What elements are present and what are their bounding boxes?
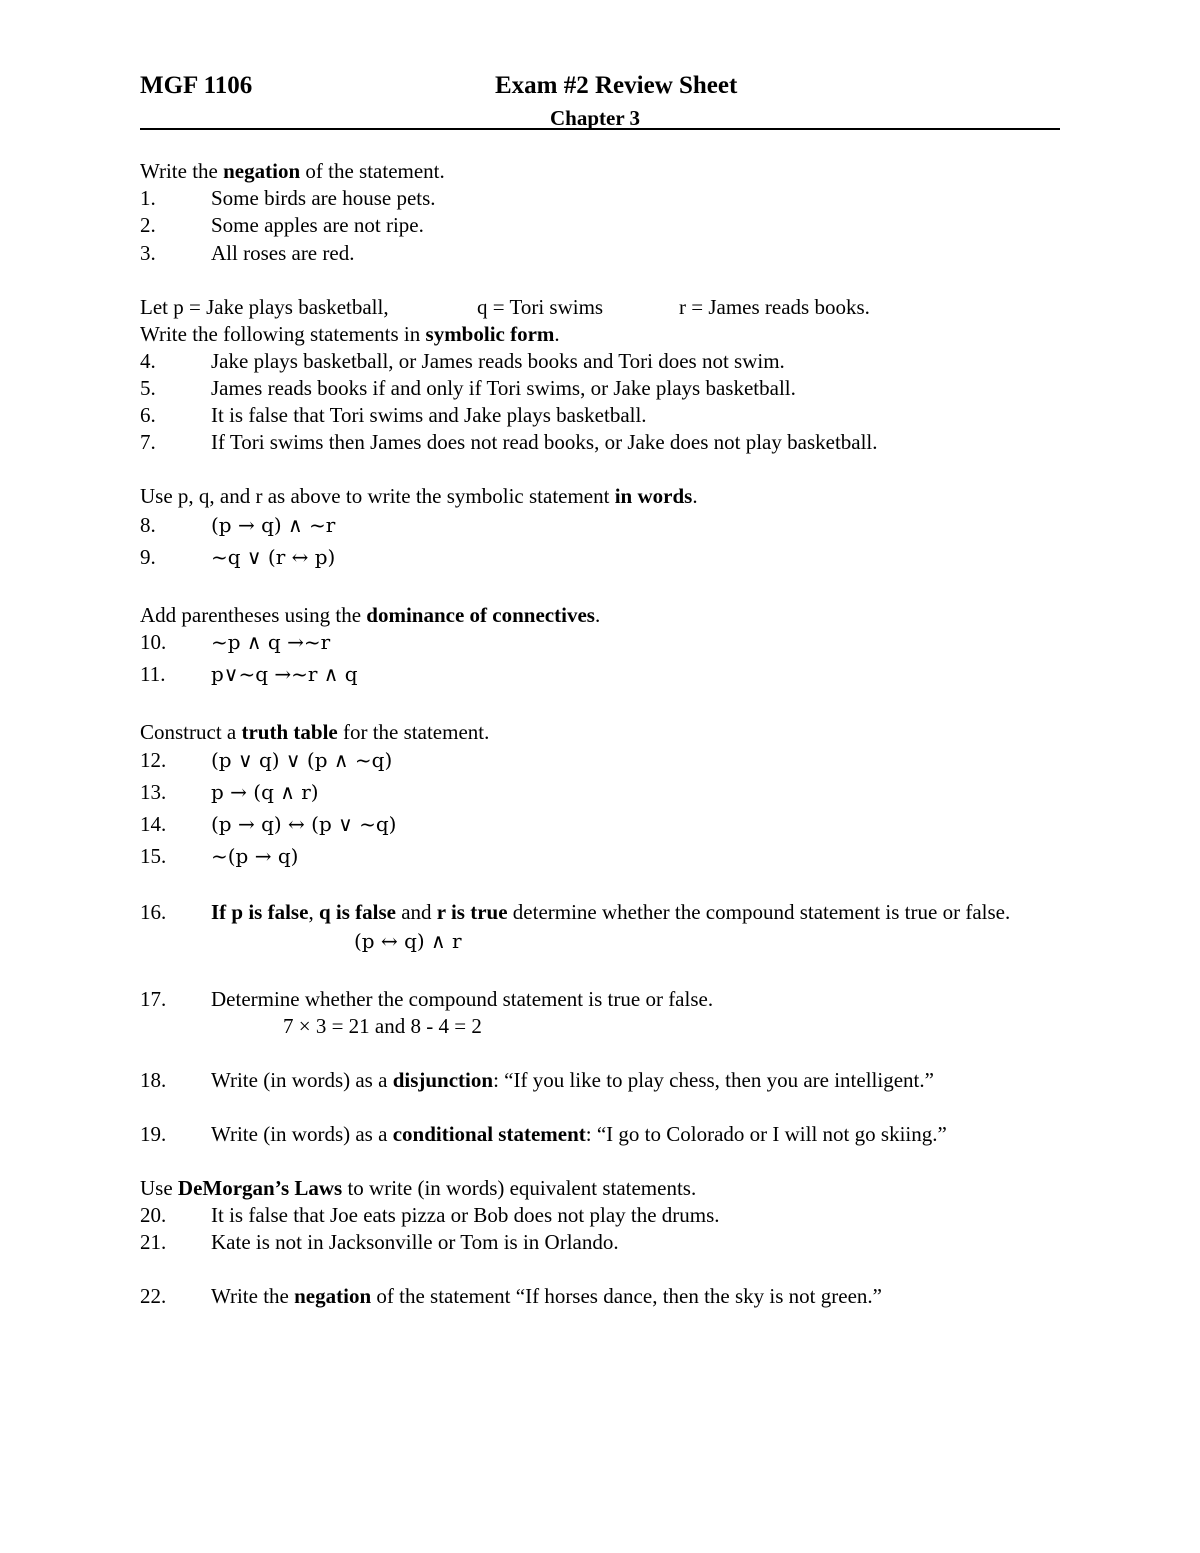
symbolic-expression: ~q ∨ (r ↔ p) bbox=[211, 545, 336, 569]
question-number: 22. bbox=[140, 1284, 167, 1308]
document-page bbox=[140, 0, 1060, 1553]
question-text: If Tori swims then James does not read books, or Jake does not play basketball. bbox=[211, 430, 878, 454]
question-number: 8. bbox=[140, 513, 156, 537]
symbolic-expression: (p ∨ q) ∨ (p ∧ ~q) bbox=[211, 748, 393, 772]
symbolic-expression: ~p ∧ q →~r bbox=[211, 630, 331, 654]
question-text: It is false that Tori swims and Jake plays basketball. bbox=[211, 403, 647, 427]
question-number: 9. bbox=[140, 545, 156, 569]
document-header bbox=[140, 72, 1060, 132]
question-text: Write (in words) as a disjunction: “If you like to play chess, then you are intelligent.” bbox=[211, 1068, 934, 1092]
question-text: It is false that Joe eats pizza or Bob does not play the drums. bbox=[211, 1203, 720, 1227]
let-p-definition: Let p = Jake plays basketball, bbox=[140, 295, 389, 319]
question-text: Write the negation of the statement “If horses dance, then the sky is not green.” bbox=[211, 1284, 882, 1308]
let-q-definition: q = Tori swims bbox=[477, 295, 604, 319]
question-text: If p is false, q is false and r is true determine whether the compound statement is true or false. bbox=[211, 900, 1011, 924]
symbolic-expression: p → (q ∧ r) bbox=[211, 780, 319, 804]
question-text: James reads books if and only if Tori swims, or Jake plays basketball. bbox=[211, 376, 796, 400]
question-number: 2. bbox=[140, 213, 156, 237]
section-demorgan-instruction: Use DeMorgan’s Laws to write (in words) equivalent statements. bbox=[140, 1176, 697, 1200]
section-dominance-instruction: Add parentheses using the dominance of connectives. bbox=[140, 603, 601, 627]
question-text: Write (in words) as a conditional statement: “I go to Colorado or I will not go skiing.” bbox=[211, 1122, 947, 1146]
symbolic-expression: (p ↔ q) ∧ r bbox=[354, 929, 462, 953]
question-number: 20. bbox=[140, 1203, 167, 1227]
question-number: 10. bbox=[140, 630, 167, 654]
symbolic-expression: (p → q) ∧ ~r bbox=[211, 513, 336, 537]
document-title: Exam #2 Review Sheet bbox=[495, 72, 738, 99]
course-code: MGF 1106 bbox=[140, 72, 253, 99]
question-number: 13. bbox=[140, 780, 167, 804]
chapter-label: Chapter 3 bbox=[550, 106, 641, 130]
let-r-definition: r = James reads books. bbox=[679, 295, 870, 319]
question-number: 4. bbox=[140, 349, 156, 373]
question-number: 11. bbox=[140, 662, 166, 686]
question-number: 1. bbox=[140, 186, 156, 210]
section-words-instruction: Use p, q, and r as above to write the symbolic statement in words. bbox=[140, 484, 698, 508]
section-truth-table-instruction: Construct a truth table for the statement. bbox=[140, 720, 490, 744]
question-text: Some birds are house pets. bbox=[211, 186, 436, 210]
question-number: 7. bbox=[140, 430, 156, 454]
section-symbolic-instruction: Write the following statements in symbolic form. bbox=[140, 322, 560, 346]
question-number: 5. bbox=[140, 376, 156, 400]
question-text: Determine whether the compound statement is true or false. bbox=[211, 987, 714, 1011]
question-number: 19. bbox=[140, 1122, 167, 1146]
question-number: 16. bbox=[140, 900, 167, 924]
question-text: All roses are red. bbox=[211, 241, 355, 265]
question-number: 17. bbox=[140, 987, 167, 1011]
symbolic-expression: p∨~q →~r ∧ q bbox=[211, 662, 358, 686]
question-number: 15. bbox=[140, 844, 167, 868]
question-text: Some apples are not ripe. bbox=[211, 213, 424, 237]
arithmetic-expression: 7 × 3 = 21 and 8 - 4 = 2 bbox=[283, 1014, 482, 1038]
question-number: 6. bbox=[140, 403, 156, 427]
question-text: Jake plays basketball, or James reads books and Tori does not swim. bbox=[211, 349, 785, 373]
question-number: 18. bbox=[140, 1068, 167, 1092]
question-number: 21. bbox=[140, 1230, 167, 1254]
section-negation-instruction: Write the negation of the statement. bbox=[140, 159, 445, 183]
question-text: Kate is not in Jacksonville or Tom is in Orlando. bbox=[211, 1230, 619, 1254]
symbolic-expression: (p → q) ↔ (p ∨ ~q) bbox=[211, 812, 397, 836]
question-number: 3. bbox=[140, 241, 156, 265]
symbolic-expression: ~(p → q) bbox=[211, 844, 299, 868]
question-number: 12. bbox=[140, 748, 167, 772]
header-rule bbox=[140, 128, 1060, 130]
question-number: 14. bbox=[140, 812, 167, 836]
